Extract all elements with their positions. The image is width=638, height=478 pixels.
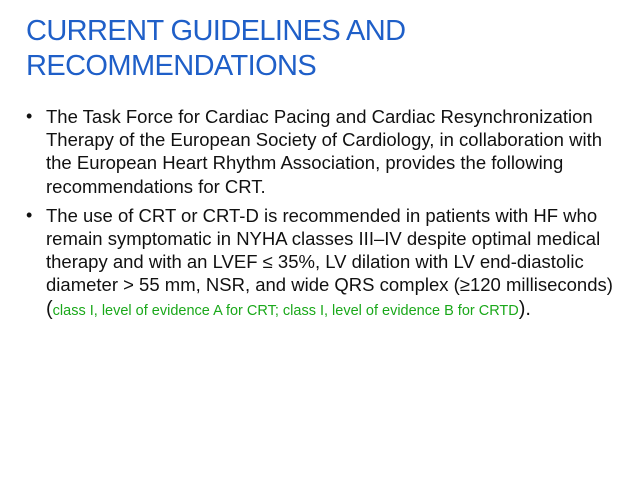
bullet-item-crt-recommendation [26,204,618,323]
bullet-marker: • [26,106,33,126]
evidence-close-paren: ). [518,297,531,320]
bullet-text-crt-recommendation: The use of CRT or CRT-D is recommended in patients with HF who remain symptomatic in NYHA classes III–IV despite optimal medical therapy and with an LVEF ≤ 35%, LV dilation with LV end-diastolic diameter > 55 mm, NSR, and wide QRS complex (≥120 milliseconds) [46,204,613,296]
slide-title-line-2: RECOMMENDATIONS [26,50,317,82]
bullet-item-task-force [26,105,618,198]
evidence-open-paren: ( [46,297,53,320]
slide-title-line-1: CURRENT GUIDELINES AND [26,15,406,47]
slide-title [26,14,616,84]
bullet-marker: • [26,204,33,225]
bullet-body-crt-recommendation [46,204,618,323]
bullet-list [26,105,618,329]
bullet-text-task-force: The Task Force for Cardiac Pacing and Cardiac Resynchronization Therapy of the European Society of Cardiology, in collaboration with the European Heart Rhythm Association, provides the following recommendations for CRT. [46,106,603,197]
evidence-level-text: class I, level of evidence A for CRT; class I, level of evidence B for CRTD [52,302,519,319]
